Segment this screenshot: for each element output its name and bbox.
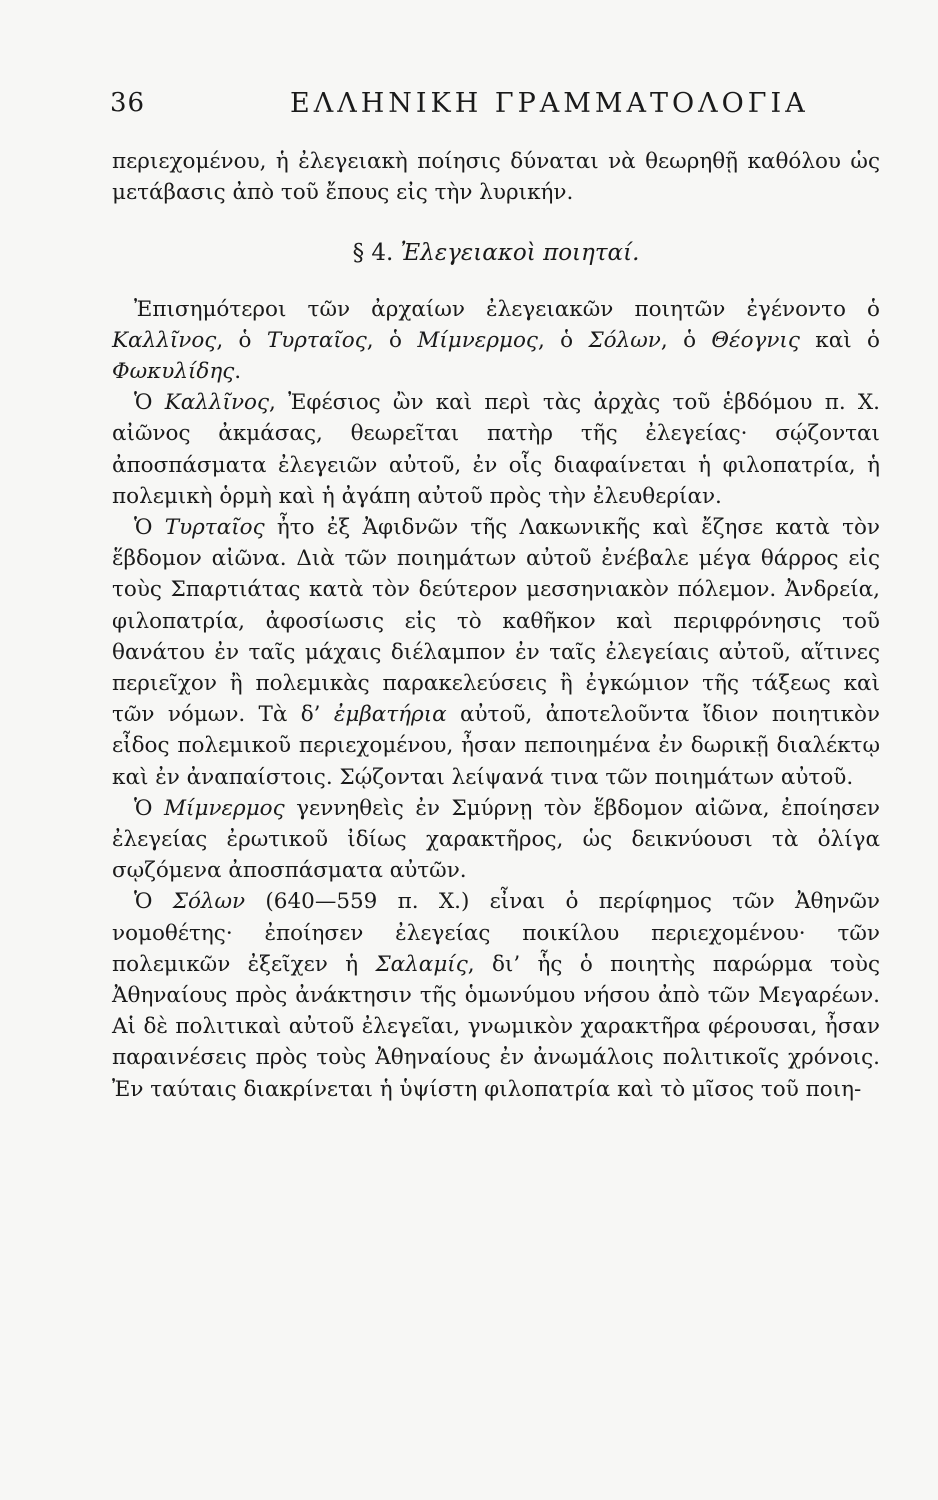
work-title: ἐμβατήρια — [333, 702, 447, 728]
poet-name: Καλλῖνος — [112, 327, 217, 353]
work-title: Σαλαμίς — [375, 951, 468, 977]
paragraph-continuation: περιεχομένου, ἡ ἐλεγειακὴ ποίησις δύναται νὰ θεωρηθῇ καθόλου ὡς μετάβασις ἀπὸ τοῦ ἔπους εἰς τὴν λυρικήν. — [112, 149, 880, 206]
paragraph-tyrtaios: Ὁ Τυρταῖος ἦτο ἐξ Ἀφιδνῶν τῆς Λακωνικῆς καὶ ἔζησε κατὰ τὸν ἕβδομον αἰῶνα. Διὰ τῶν ποιημάτων αὐτοῦ ἐνέβαλε μέγα θάρρος εἰς τοὺς Σπαρτιάτας κατὰ τὸν δεύτερον μεσσηνιακὸν πόλεμον. Ἀνδρεία, φιλοπατρία, ἀφοσίωσις εἰς τὸ καθῆκον καὶ περιφρόνησις τοῦ θανάτου ἐν ταῖς μάχαις διέλαμπον ἐν ταῖς ἐλεγείαις αὐτοῦ, αἵτινες περιεῖχον ἢ πολεμικὰς παρακελεύσεις ἢ ἐγκώμιον τῆς τάξεως καὶ τῶν νόμων. Τὰ δ’ ἐμβατήρια αὐτοῦ, ἀποτελοῦντα ἴδιον ποιητικὸν εἶδος πολεμικοῦ περιεχομένου, ἦσαν πεποιημένα ἐν δωρικῇ διαλέκτῳ καὶ ἐν ἀναπαίστοις. Σῴζονται λείψανά τινα τῶν ποιημάτων αὐτοῦ. — [112, 515, 880, 790]
paragraph-solon: Ὁ Σόλων (640—559 π. Χ.) εἶναι ὁ περίφημος τῶν Ἀθηνῶν νομοθέτης· ἐποίησεν ἐλεγείας ποικίλου περιεχομένου· τῶν πολεμικῶν ἐξεῖχεν ἡ Σαλαμίς, δι’ ἧς ὁ ποιητὴς παρώρμα τοὺς Ἀθηναίους πρὸς ἀνάκτησιν τῆς ὁμωνύμου νήσου ἀπὸ τῶν Μεγαρέων. Αἱ δὲ πολιτικαὶ αὐτοῦ ἐλεγεῖαι, γνωμικὸν χαρακτῆρα φέρουσαι, ἦσαν παραινέσεις πρὸς τοὺς Ἀθηναίους ἐν ἀνωμάλοις πολιτικοῖς χρόνοις. Ἐν ταύταις διακρίνεται ἡ ὑψίστη φιλοπατρία καὶ τὸ μῖσος τοῦ ποιη- — [112, 889, 880, 1102]
poet-name: Καλλῖνος — [164, 390, 270, 416]
section-title: Ἐλεγειακοὶ ποιηταί. — [400, 240, 640, 267]
paragraph-mimnermos: Ὁ Μίμνερμος γεννηθεὶς ἐν Σμύρνῃ τὸν ἕβδομον αἰῶνα, ἐποίησεν ἐλεγείας ἐρωτικοῦ ἰδίως χαρακτῆρος, ὡς δεικνύουσι τὰ ὀλίγα σῳζόμενα ἀποσπάσματα αὐτῶν. — [112, 795, 880, 884]
page-number: 36 — [110, 88, 146, 118]
section-heading — [112, 238, 880, 269]
poet-name: Μίμνερμος — [417, 327, 538, 353]
poet-name: Σόλων — [588, 327, 661, 353]
poet-name: Μίμνερμος — [164, 795, 285, 821]
running-title: ΕΛΛΗΝΙΚΗ ΓΡΑΜΜΑΤΟΛΟΓΙΑ — [290, 88, 809, 119]
poet-name: Φωκυλίδης — [112, 359, 235, 385]
poet-name: Σόλων — [172, 889, 246, 915]
paragraph-poets-list: Ἐπισημότεροι τῶν ἀρχαίων ἐλεγειακῶν ποιητῶν ἐγένοντο ὁ Καλλῖνος, ὁ Τυρταῖος, ὁ Μίμνερμος, ὁ Σόλων, ὁ Θέογνις καὶ ὁ Φωκυλίδης. — [112, 296, 880, 385]
page-header — [110, 88, 870, 128]
poet-name: Τυρταῖος — [164, 515, 265, 541]
poet-name: Θέογνις — [711, 327, 800, 353]
body-text — [112, 146, 880, 1105]
poet-name: Τυρταῖος — [266, 327, 367, 353]
paragraph-kallinos: Ὁ Καλλῖνος, Ἐφέσιος ὢν καὶ περὶ τὰς ἀρχὰς τοῦ ἑβδόμου π. Χ. αἰῶνος ἀκμάσας, θεωρεῖται πατὴρ τῆς ἐλεγείας· σῴζονται ἀποσπάσματα ἐλεγειῶν αὐτοῦ, ἐν οἷς διαφαίνεται ἡ φιλοπατρία, ἡ πολεμικὴ ὁρμὴ καὶ ἡ ἀγάπη αὐτοῦ πρὸς τὴν ἐλευθερίαν. — [112, 390, 881, 509]
section-number: § 4. — [352, 240, 394, 267]
